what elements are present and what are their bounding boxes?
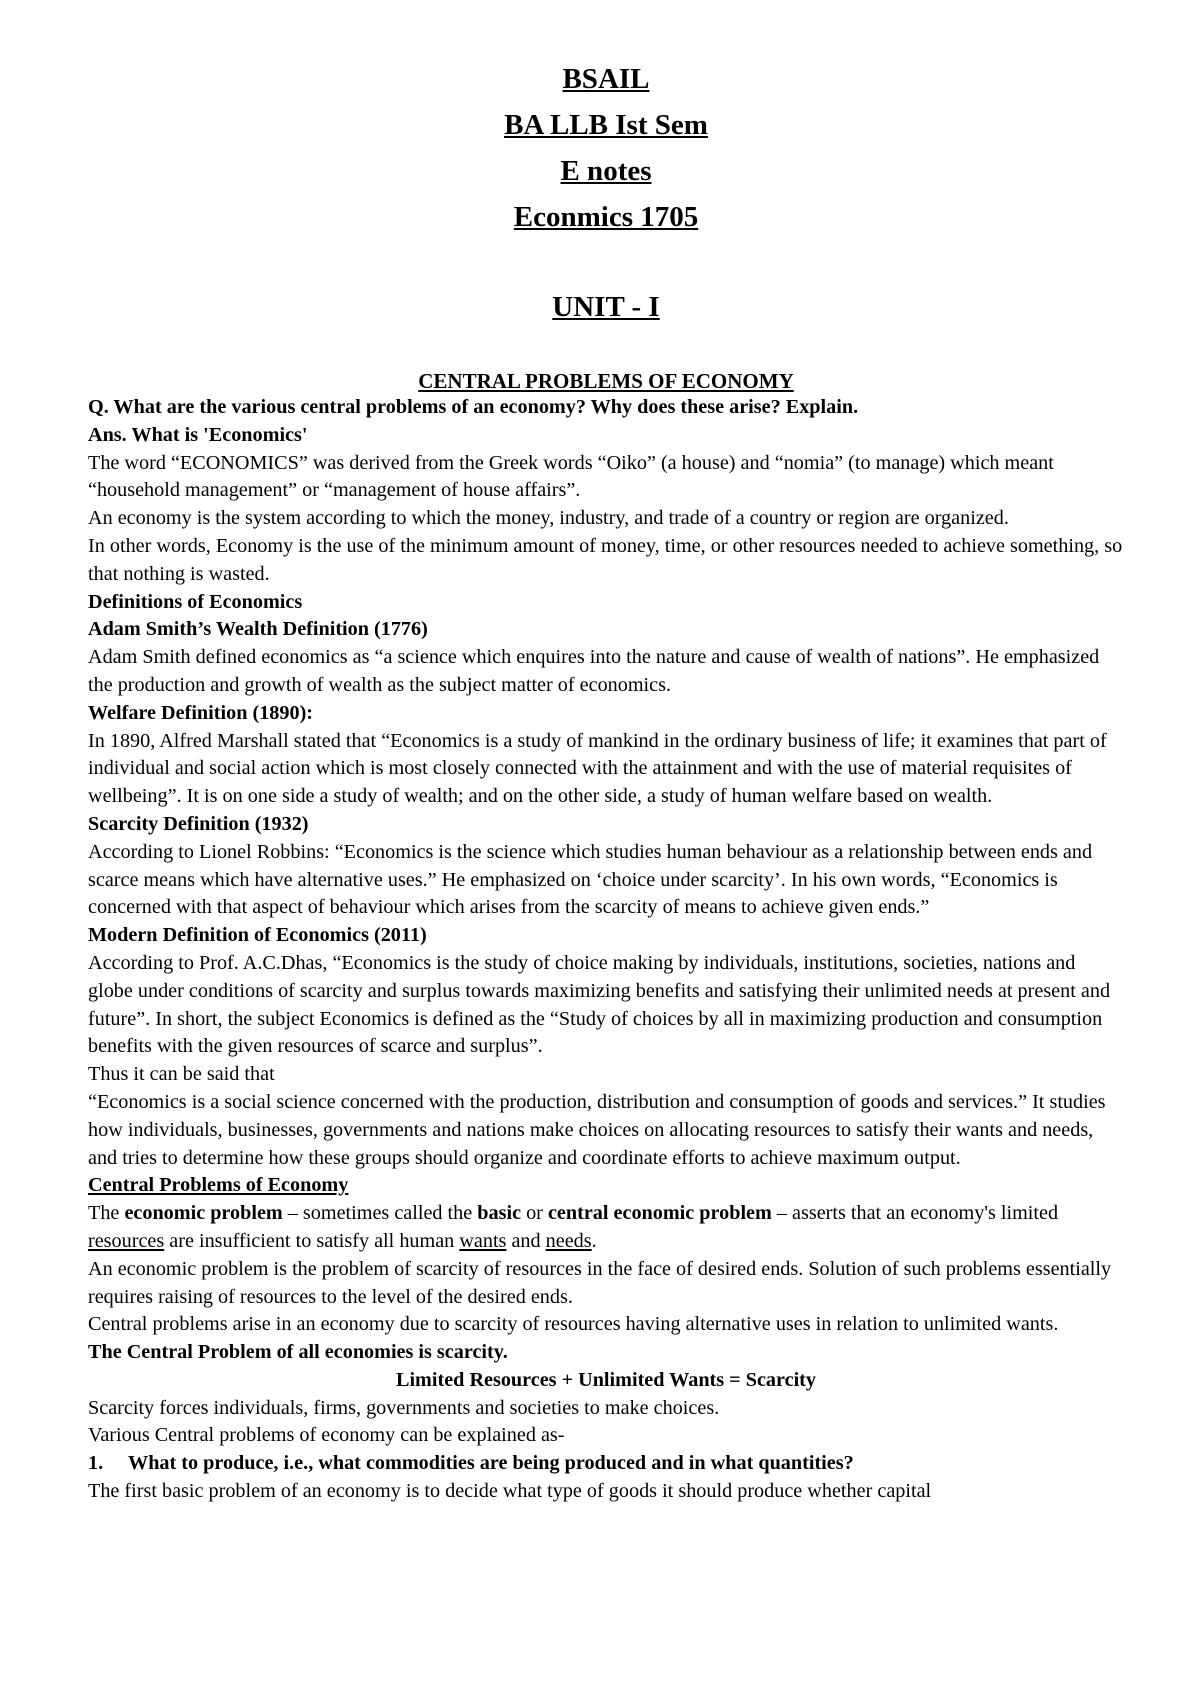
scarcity-formula: Limited Resources + Unlimited Wants = Scarcity	[395, 1368, 816, 1391]
text-run: are insufficient to satisfy all human	[164, 1229, 460, 1252]
modern-definition-heading: Modern Definition of Economics (2011)	[88, 924, 427, 947]
text-run: or	[521, 1202, 548, 1225]
item-number: 1.	[88, 1452, 104, 1475]
central-problems-arise-paragraph: Central problems arise in an economy due to scarcity of resources having alternative uses in relation to unlimited wants.	[88, 1313, 1059, 1336]
scarcity-definition-text: According to Lionel Robbins: “Economics is the science which studies human behaviour as a relationship between ends and scarce means which have alternative uses.” He emphasized on ‘choice under scarcity’. In his own words, “Economics is concerned with that aspect of behaviour which arises from the scarcity of means to achieve given ends.”	[88, 840, 1093, 919]
intro-paragraph-3: In other words, Economy is the use of the minimum amount of money, time, or other resources needed to achieve something, so that nothing is wasted.	[88, 534, 1123, 585]
text-run-bold: economic problem	[124, 1202, 283, 1225]
document-page	[88, 56, 1124, 1506]
scarcity-statement: The Central Problem of all economies is scarcity.	[88, 1341, 508, 1364]
wants-link[interactable]: wants	[459, 1229, 507, 1252]
item-text: What to produce, i.e., what commodities are being produced and in what quantities?	[128, 1452, 854, 1475]
unit-title: UNIT - I	[552, 291, 660, 323]
wealth-definition-heading: Adam Smith’s Wealth Definition (1776)	[88, 618, 428, 641]
text-run: The	[88, 1202, 125, 1225]
text-run: – sometimes called the	[282, 1202, 478, 1225]
institution-title: BSAIL	[562, 63, 650, 95]
conclusion-paragraph: “Economics is a social science concerned with the production, distribution and consumption of goods and services.” It studies how individuals, businesses, governments and nations make choices on allocating resources to satisfy their wants and needs, and tries to determine how these groups should organize and coordinate efforts to achieve maximum output.	[88, 1090, 1106, 1169]
document-header	[88, 56, 1124, 240]
needs-link[interactable]: needs	[545, 1229, 592, 1252]
scarcity-problem-paragraph: An economic problem is the problem of scarcity of resources in the face of desired ends. Solution of such problems essentially requires raising of resources to the level of the desired ends.	[88, 1257, 1112, 1308]
wealth-definition-text: Adam Smith defined economics as “a science which enquires into the nature and cause of wealth of nations”. He emphasized the production and growth of wealth as the subject matter of economics.	[88, 646, 1100, 696]
section-title: CENTRAL PROBLEMS OF ECONOMY	[418, 369, 794, 393]
numbered-item-1	[88, 1450, 1124, 1478]
question: Q. What are the various central problems of an economy? Why does these arise? Explain.	[88, 396, 859, 418]
resources-link[interactable]: resources	[88, 1229, 165, 1252]
welfare-definition-text: In 1890, Alfred Marshall stated that “Economics is a study of mankind in the ordinary business of life; it examines that part of individual and social action which is most closely connected with the attainment and with the use of material requisites of wellbeing”. It is on one side a study of wealth; and on the other side, a study of human welfare based on wealth.	[88, 729, 1107, 808]
welfare-definition-heading: Welfare Definition (1890):	[88, 701, 314, 724]
definitions-heading: Definitions of Economics	[88, 590, 303, 613]
subject-title: Econmics 1705	[513, 201, 699, 233]
answer-heading: Ans. What is 'Economics'	[88, 423, 308, 446]
modern-definition-text: According to Prof. A.C.Dhas, “Economics is the study of choice making by individuals, institutions, societies, nations and globe under conditions of scarcity and surplus towards maximizing benefits and satisfying their unlimited needs at present and future”. In short, the subject Economics is defined as the “Study of choices by all in maximizing production and consumption benefits with the given resources of scarce and surplus”.	[88, 951, 1111, 1058]
text-run-bold: basic	[477, 1202, 522, 1225]
item-1-body: The first basic problem of an economy is to decide what type of goods it should produce whether capital	[88, 1480, 932, 1503]
scarcity-definition-heading: Scarcity Definition (1932)	[88, 812, 309, 835]
text-run-bold: central economic problem	[547, 1202, 772, 1225]
course-title: BA LLB Ist Sem	[504, 109, 708, 141]
explained-as-line: Various Central problems of economy can be explained as-	[88, 1424, 565, 1447]
text-run: .	[591, 1229, 597, 1252]
economic-problem-paragraph	[88, 1200, 1124, 1256]
text-run: – asserts that an economy's limited	[771, 1202, 1059, 1225]
text-run: and	[506, 1229, 546, 1252]
choices-paragraph: Scarcity forces individuals, firms, governments and societies to make choices.	[88, 1396, 720, 1419]
thus-line: Thus it can be said that	[88, 1063, 275, 1086]
central-problems-heading: Central Problems of Economy	[88, 1174, 349, 1197]
intro-paragraph-1: The word “ECONOMICS” was derived from the Greek words “Oiko” (a house) and “nomia” (to manage) which meant “household management” or “management of house affairs”.	[88, 451, 1054, 502]
intro-paragraph-2: An economy is the system according to which the money, industry, and trade of a country or region are organized.	[88, 507, 1009, 530]
notes-title: E notes	[560, 155, 652, 187]
